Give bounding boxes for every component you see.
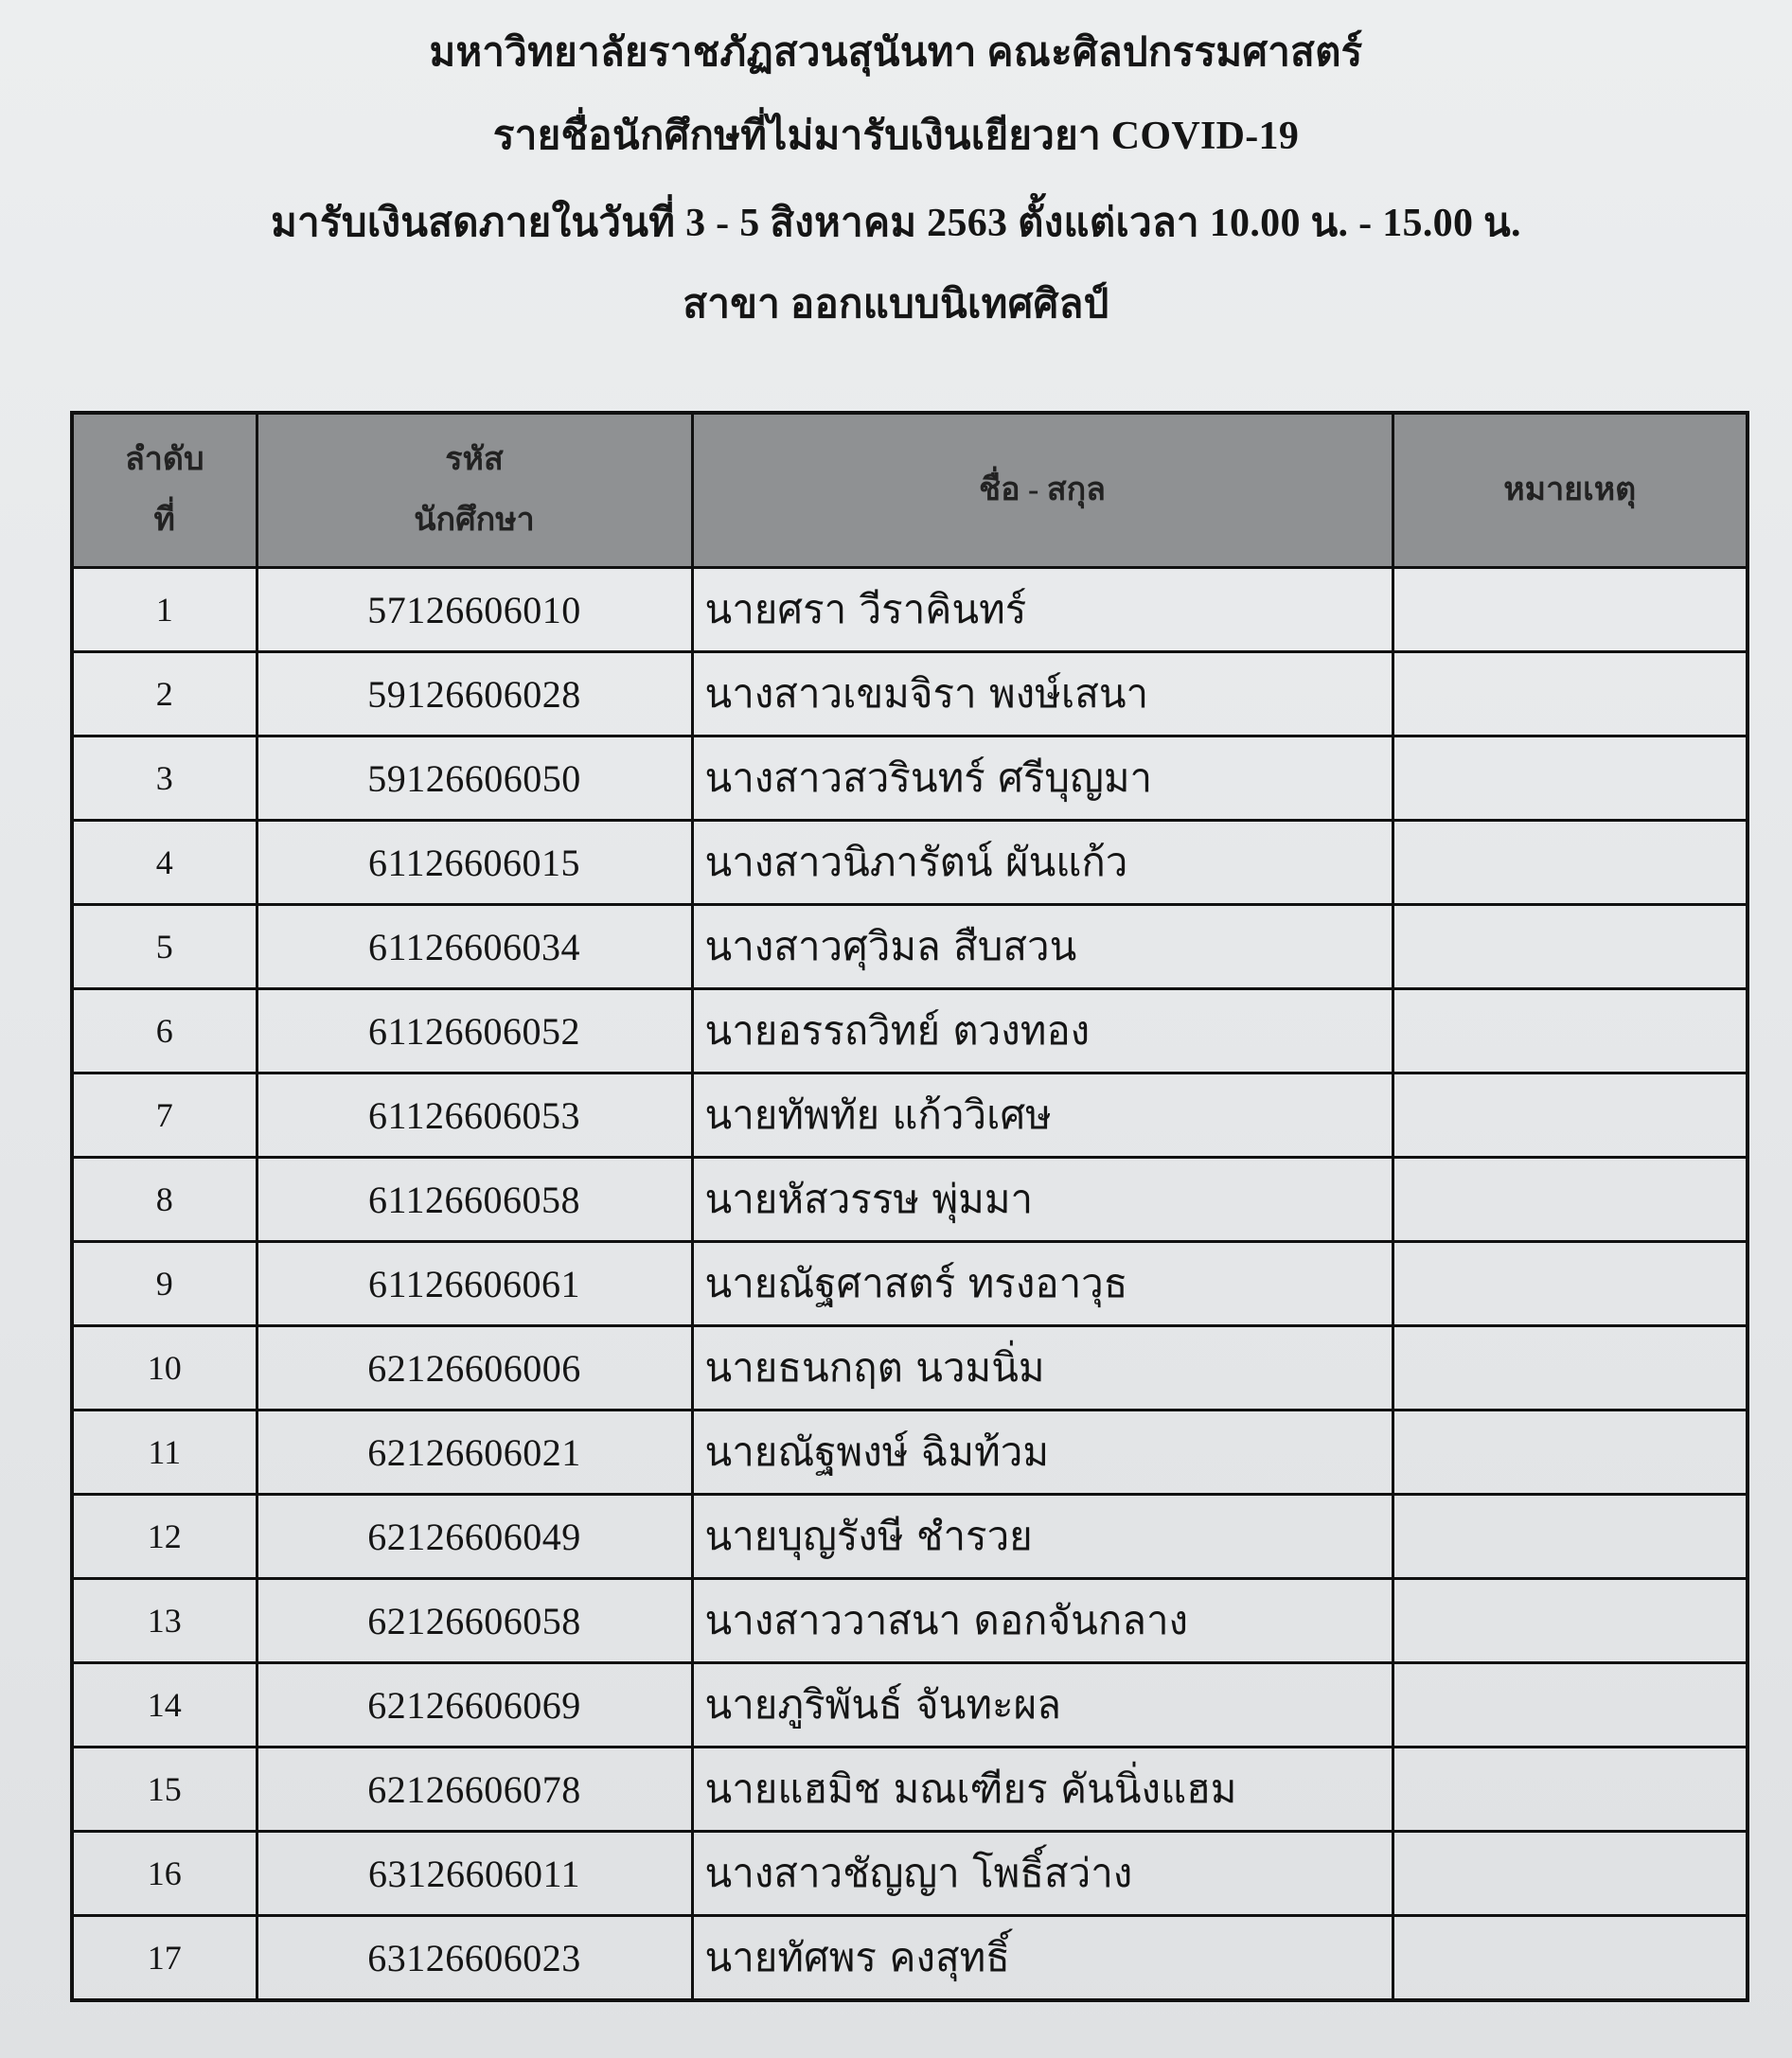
remark-cell	[1393, 568, 1748, 652]
student-name-cell: นายหัสวรรษ พุ่มมา	[692, 1158, 1393, 1242]
header-id-line2: นักศึกษา	[414, 503, 535, 538]
student-name-cell: นายภูริพันธ์ จันทะผล	[692, 1663, 1393, 1748]
student-id-cell: 61126606061	[257, 1242, 692, 1326]
row-number-cell: 3	[72, 736, 257, 821]
student-name-cell: นายณัฐศาสตร์ ทรงอาวุธ	[692, 1242, 1393, 1326]
student-table	[70, 411, 1749, 2002]
remark-cell	[1393, 1579, 1748, 1663]
program-line: สาขา ออกแบบนิเทศศิลป์	[683, 283, 1109, 327]
header-id-line1: รหัส	[445, 442, 504, 477]
row-number-cell: 11	[72, 1410, 257, 1495]
student-id-cell: 63126606023	[257, 1916, 692, 2001]
row-number-cell: 2	[72, 652, 257, 736]
remark-cell	[1393, 1663, 1748, 1748]
remark-cell	[1393, 652, 1748, 736]
student-id-cell: 62126606058	[257, 1579, 692, 1663]
row-number-cell: 12	[72, 1495, 257, 1579]
table-row	[72, 652, 1748, 736]
student-id-cell: 59126606028	[257, 652, 692, 736]
table-row	[72, 1326, 1748, 1410]
student-name-cell: นายแฮมิช มณเฑียร คันนิ่งแฮม	[692, 1748, 1393, 1832]
header-name: ชื่อ - สกุล	[692, 413, 1393, 568]
header-number-line2: ที่	[153, 503, 175, 538]
student-id-cell: 62126606078	[257, 1748, 692, 1832]
student-name-cell: นายทัพทัย แก้ววิเศษ	[692, 1073, 1393, 1158]
student-name-cell: นางสาวเขมจิรา พงษ์เสนา	[692, 652, 1393, 736]
remark-cell	[1393, 989, 1748, 1073]
student-id-cell: 63126606011	[257, 1832, 692, 1916]
student-id-cell: 62126606006	[257, 1326, 692, 1410]
document-title: รายชื่อนักศึกษที่ไม่มารับเงินเยียวยา COVID-19	[492, 115, 1300, 158]
table-row	[72, 1073, 1748, 1158]
student-id-cell: 61126606058	[257, 1158, 692, 1242]
row-number-cell: 10	[72, 1326, 257, 1410]
student-id-cell: 61126606053	[257, 1073, 692, 1158]
student-id-cell: 59126606050	[257, 736, 692, 821]
row-number-cell: 15	[72, 1748, 257, 1832]
row-number-cell: 4	[72, 821, 257, 905]
student-id-cell: 61126606015	[257, 821, 692, 905]
table-body	[72, 568, 1748, 2001]
table-row	[72, 1748, 1748, 1832]
table-row	[72, 1832, 1748, 1916]
table-row	[72, 1916, 1748, 2001]
remark-cell	[1393, 1158, 1748, 1242]
remark-cell	[1393, 1916, 1748, 2001]
remark-cell	[1393, 1410, 1748, 1495]
row-number-cell: 14	[72, 1663, 257, 1748]
remark-cell	[1393, 1326, 1748, 1410]
row-number-cell: 8	[72, 1158, 257, 1242]
table-row	[72, 905, 1748, 989]
table-row	[72, 736, 1748, 821]
student-id-cell: 62126606021	[257, 1410, 692, 1495]
remark-cell	[1393, 1748, 1748, 1832]
student-table-container	[70, 411, 1746, 1992]
header-number	[72, 413, 257, 568]
row-number-cell: 7	[72, 1073, 257, 1158]
table-header-row	[72, 413, 1748, 568]
student-name-cell: นางสาวนิภารัตน์ ผันแก้ว	[692, 821, 1393, 905]
table-row	[72, 989, 1748, 1073]
student-id-cell: 62126606049	[257, 1495, 692, 1579]
student-name-cell: นายศรา วีราคินทร์	[692, 568, 1393, 652]
table-row	[72, 1663, 1748, 1748]
remark-cell	[1393, 736, 1748, 821]
student-id-cell: 62126606069	[257, 1663, 692, 1748]
student-name-cell: นายทัศพร คงสุทธิ์	[692, 1916, 1393, 2001]
student-name-cell: นางสาวสวรินทร์ ศรีบุญมา	[692, 736, 1393, 821]
schedule-line: มารับเงินสดภายในวันที่ 3 - 5 สิงหาคม 2563 ตั้งแต่เวลา 10.00 น. - 15.00 น.	[271, 202, 1521, 245]
row-number-cell: 13	[72, 1579, 257, 1663]
table-row	[72, 1242, 1748, 1326]
student-name-cell: นางสาววาสนา ดอกจันกลาง	[692, 1579, 1393, 1663]
student-name-cell: นางสาวศุวิมล สืบสวน	[692, 905, 1393, 989]
table-row	[72, 1410, 1748, 1495]
student-name-cell: นายณัฐพงษ์ ฉิมท้วม	[692, 1410, 1393, 1495]
header-number-line1: ลำดับ	[124, 442, 204, 477]
table-row	[72, 821, 1748, 905]
row-number-cell: 16	[72, 1832, 257, 1916]
remark-cell	[1393, 1073, 1748, 1158]
remark-cell	[1393, 1832, 1748, 1916]
row-number-cell: 9	[72, 1242, 257, 1326]
university-heading: มหาวิทยาลัยราชภัฏสวนสุนันทา คณะศิลปกรรมศาสตร์	[429, 31, 1363, 75]
student-id-cell: 61126606034	[257, 905, 692, 989]
student-name-cell: นายธนกฤต นวมนิ่ม	[692, 1326, 1393, 1410]
student-name-cell: นายบุญรังษี ชำรวย	[692, 1495, 1393, 1579]
row-number-cell: 5	[72, 905, 257, 989]
remark-cell	[1393, 821, 1748, 905]
remark-cell	[1393, 905, 1748, 989]
header-remark: หมายเหตุ	[1393, 413, 1748, 568]
header-student-id	[257, 413, 692, 568]
table-row	[72, 1495, 1748, 1579]
row-number-cell: 1	[72, 568, 257, 652]
student-id-cell: 57126606010	[257, 568, 692, 652]
remark-cell	[1393, 1495, 1748, 1579]
table-row	[72, 568, 1748, 652]
student-name-cell: นายอรรถวิทย์ ตวงทอง	[692, 989, 1393, 1073]
table-row	[72, 1579, 1748, 1663]
row-number-cell: 17	[72, 1916, 257, 2001]
remark-cell	[1393, 1242, 1748, 1326]
row-number-cell: 6	[72, 989, 257, 1073]
table-row	[72, 1158, 1748, 1242]
student-id-cell: 61126606052	[257, 989, 692, 1073]
student-name-cell: นางสาวชัญญา โพธิ์สว่าง	[692, 1832, 1393, 1916]
table-header	[72, 413, 1748, 568]
